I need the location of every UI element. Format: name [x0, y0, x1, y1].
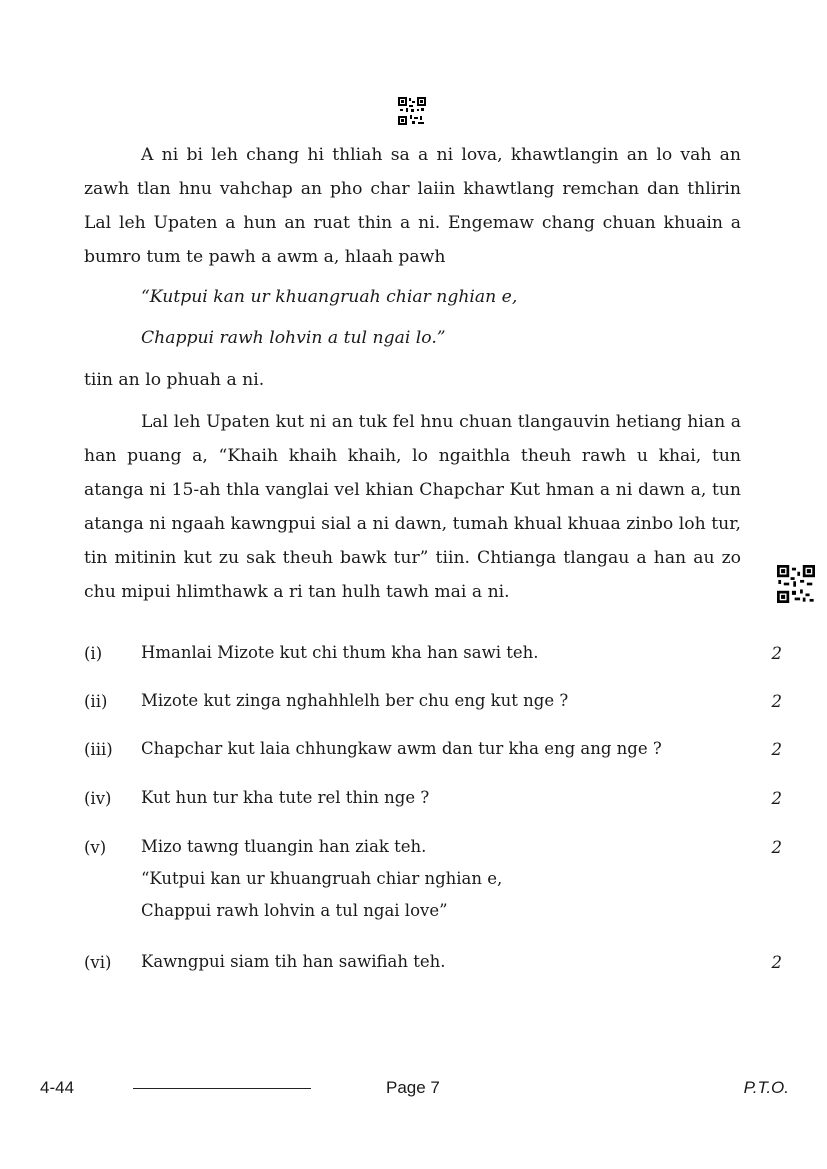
question-line: Kawngpui siam tih han sawifiah teh. [141, 952, 446, 971]
question-marks: 2 [771, 838, 782, 857]
question-line: Mizo tawng tluangin han ziak teh. [141, 837, 427, 856]
question-marks: 2 [771, 740, 782, 759]
question-text [141, 831, 502, 927]
question-number: (v) [84, 838, 107, 857]
passage-paragraph-1: A ni bi leh chang hi thliah sa a ni lova, khawtlangin an lo vah an zawh tlan hnu vahchap an pho char laiin khawtlang remchan dan thlirin Lal leh Upaten a hun an ruat thin a ni. Engemaw chang chuan khuain a bumro tum te pawh a awm a, hlaah pawh [84, 145, 741, 267]
footer-rule [133, 1088, 311, 1089]
question-line: Mizote kut zinga nghahhlelh ber chu eng kut nge ? [141, 691, 569, 710]
verse-line-2: Chappui rawh lohvin a tul ngai lo.” [141, 328, 446, 348]
question-number: (iv) [84, 789, 112, 808]
question-text [141, 782, 429, 814]
question-line: Kut hun tur kha tute rel thin nge ? [141, 788, 430, 807]
question-text [141, 946, 445, 978]
question-line: Hmanlai Mizote kut chi thum kha han sawi teh. [141, 643, 539, 662]
qr-code-side [777, 565, 815, 603]
page-number: Page 7 [386, 1078, 440, 1097]
question-text [141, 733, 662, 765]
question-number: (vi) [84, 953, 112, 972]
question-marks: 2 [771, 692, 782, 711]
passage-continuation: tiin an lo phuah a ni. [84, 370, 265, 390]
question-marks: 2 [771, 789, 782, 808]
paper-code: 4-44 [40, 1078, 75, 1097]
question-marks: 2 [771, 953, 782, 972]
question-marks: 2 [771, 644, 782, 663]
passage-paragraph-2: Lal leh Upaten kut ni an tuk fel hnu chuan tlangauvin hetiang hian a han puang a, “Khaih khaih khaih, lo ngaithla theuh rawh u khai, tun atanga ni 15-ah thla vanglai vel khian Chapchar Kut hman a ni dawn a, tun atanga ni ngaah kawngpui sial a ni dawn, tumah khual khuaa zinbo loh tur, tin mitinin kut zu sak theuh bawk tur” tiin. Chtianga tlangau a han au zo chu mipui hlimthawk a ri tan hulh tawh mai a ni. [84, 412, 741, 602]
question-line: “Kutpui kan ur khuangruah chiar nghian e, [141, 869, 503, 888]
pto-label: P.T.O. [743, 1078, 789, 1097]
question-text [141, 637, 539, 669]
verse-line-1: “Kutpui kan ur khuangruah chiar nghian e, [141, 287, 518, 307]
question-line: Chapchar kut laia chhungkaw awm dan tur kha eng ang nge ? [141, 739, 662, 758]
question-text [141, 685, 568, 717]
question-number: (ii) [84, 692, 108, 711]
question-line: Chappui rawh lohvin a tul ngai love” [141, 901, 448, 920]
qr-code-top [398, 97, 426, 125]
question-number: (iii) [84, 740, 113, 759]
question-number: (i) [84, 644, 103, 663]
